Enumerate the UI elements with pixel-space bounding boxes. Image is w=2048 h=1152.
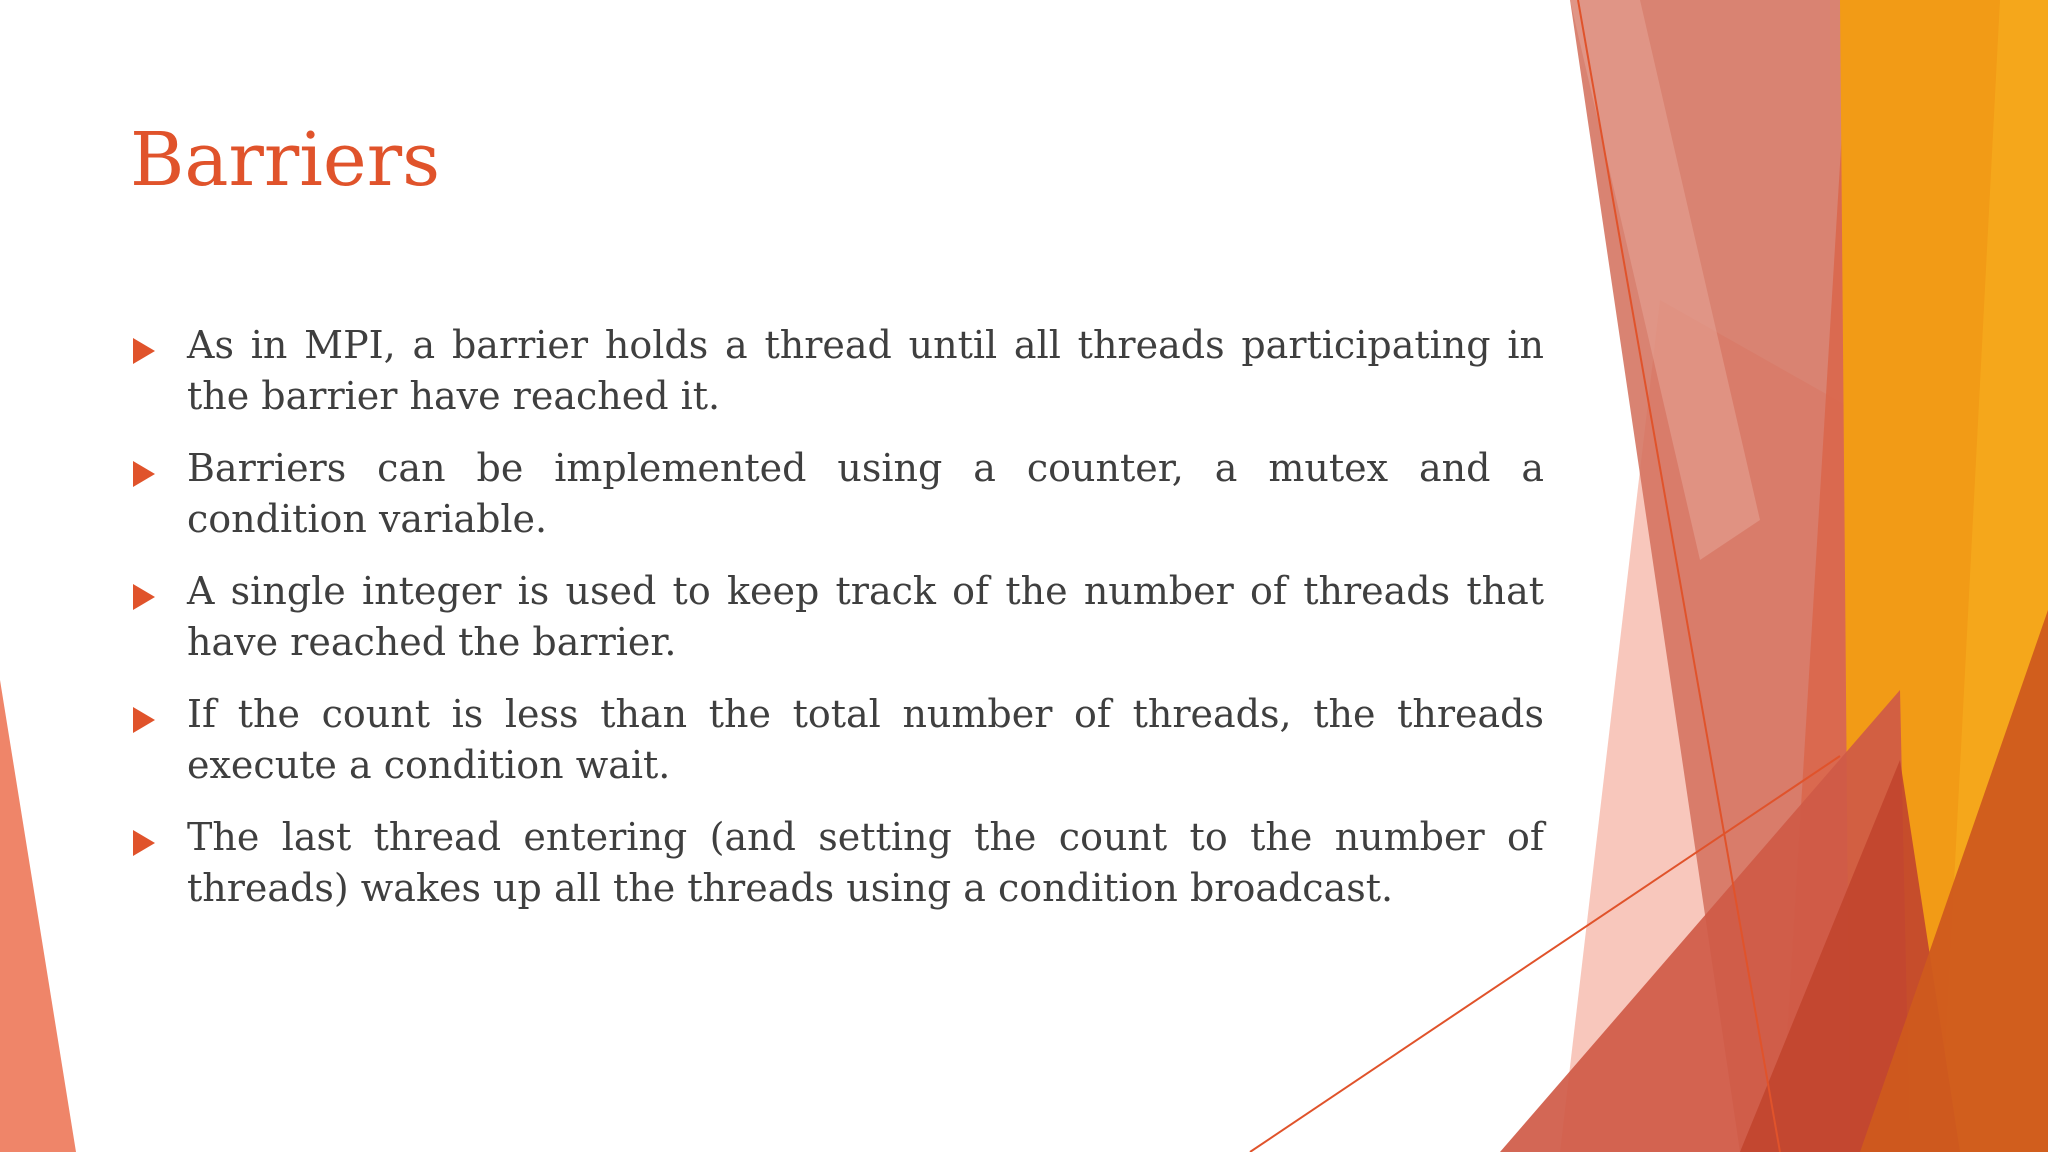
bullet-text: If the count is less than the total number of threads, the threads execute a condition wait. xyxy=(187,692,1544,787)
bullet-text: The last thread entering (and setting the count to the number of threads) wakes up all the threads using a condition broadcast. xyxy=(187,815,1544,910)
bullet-item xyxy=(130,812,1544,914)
bullet-item xyxy=(130,566,1544,668)
slide-title: Barriers xyxy=(130,117,441,203)
left-edge-facet xyxy=(0,680,76,1152)
bullet-item xyxy=(130,320,1544,422)
bullet-item xyxy=(130,443,1544,545)
bullet-item xyxy=(130,689,1544,791)
triangle-bullet-icon xyxy=(133,707,155,733)
bullet-list xyxy=(130,320,1544,935)
triangle-bullet-icon xyxy=(133,584,155,610)
bullet-text: A single integer is used to keep track of the number of threads that have reached the barrier. xyxy=(187,569,1544,664)
bullet-text: As in MPI, a barrier holds a thread until all threads participating in the barrier have reached it. xyxy=(187,323,1544,418)
bullet-text: Barriers can be implemented using a counter, a mutex and a condition variable. xyxy=(187,446,1544,541)
triangle-bullet-icon xyxy=(133,461,155,487)
triangle-bullet-icon xyxy=(133,338,155,364)
triangle-bullet-icon xyxy=(133,830,155,856)
